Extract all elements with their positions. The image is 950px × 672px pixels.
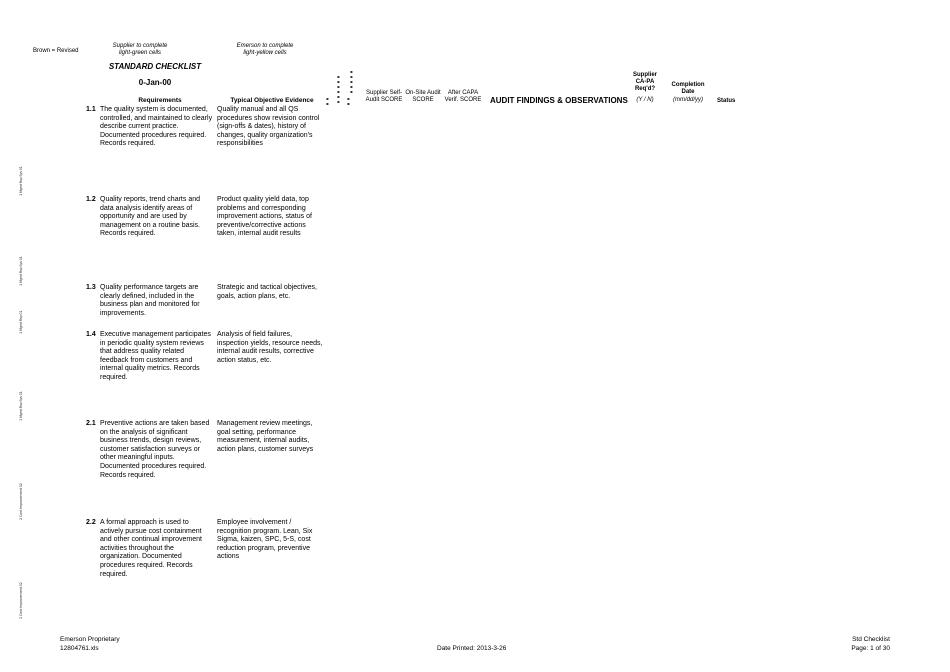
footer-company: Emerson Proprietary	[60, 636, 120, 643]
requirement-text: Executive management participates in periodic quality system reviews that address quality related feedback from customers and internal quality metrics. Records required.	[100, 331, 211, 381]
row-side-label: 2 Cont Improvement 02	[19, 582, 23, 619]
after-capa-header: After CAPA Verif. SCORE	[444, 90, 482, 103]
supplier-legend: Supplier to complete light-green cells	[112, 43, 168, 56]
row-number: 1.2	[86, 196, 96, 203]
status-header: Status	[717, 98, 736, 104]
row-number: 2.2	[86, 519, 96, 526]
rotated-mark-3: ▪▪	[346, 97, 351, 107]
evidence-text: Quality manual and all QS procedures show revision control (sign-offs & dates), history of changes, quality organization's responsibilities	[217, 106, 320, 148]
capa-yn-hint: (Y / N)	[636, 97, 654, 103]
requirements-header: Requirements	[138, 97, 182, 104]
row-number: 1.3	[86, 284, 96, 291]
completion-format-hint: (mm/dd/yy)	[673, 97, 703, 103]
requirement-text: A formal approach is used to actively pursue cost containment and other continual improvement activities throughout the organization. Documented procedures required. Records required.	[100, 519, 202, 578]
capa-req-header: Supplier CA-PA Req'd?	[632, 72, 657, 92]
emerson-legend: Emerson to complete light-yellow cells	[236, 43, 294, 56]
footer-printed-date: Date Printed: 2013-3-26	[437, 645, 507, 652]
footer-page: Page: 1 of 30	[851, 645, 890, 652]
evidence-text: Strategic and tactical objectives, goals, action plans, etc.	[217, 284, 317, 300]
footer-file: 12804761.xls	[60, 645, 99, 652]
footer-sheet: Std Checklist	[852, 636, 890, 643]
row-side-label: 1 Mgmt Rsp 01	[19, 310, 23, 334]
evidence-text: Employee involvement / recognition program. Lean, Six Sigma, kaizen, SPC, 5-S, cost reduction program, preventive actions	[217, 519, 313, 561]
requirement-text: Quality performance targets are clearly defined, included in the business plan and monitored for improvements.	[100, 284, 200, 317]
onsite-audit-header: On-Site Audit SCORE	[405, 90, 441, 103]
revised-legend: Brown = Revised	[33, 48, 79, 54]
row-side-label: 1 Mgmt Rsp Sys 01	[19, 391, 23, 421]
row-side-label: 1 Mgmt Rsp Sys 01	[19, 166, 23, 196]
evidence-text: Product quality yield data, top problems and corresponding improvement actions, status of preventive/corrective actions taken, internal audit results	[217, 196, 312, 238]
evidence-header: Typical Objective Evidence	[230, 97, 314, 104]
rotated-mark-1: ▪▪	[325, 97, 330, 107]
rotated-mark-2: ▪▪▪▪▪▪	[336, 75, 341, 105]
row-side-label: 1 Mgmt Rsp Sys 01	[19, 256, 23, 286]
requirement-text: Quality reports, trend charts and data analysis identify areas of opportunity and are used by management on a routine basis. Records required.	[100, 196, 201, 238]
requirement-text: Preventive actions are taken based on the analysis of significant business trends, design reviews, customer satisfaction surveys or other meaningful inputs. Documented procedures required. Records required.	[100, 420, 210, 479]
row-number: 1.1	[86, 106, 96, 113]
evidence-text: Management review meetings, goal setting, performance measurement, internal audits, action plans, customer surveys	[217, 420, 314, 453]
row-number: 2.1	[86, 420, 96, 427]
findings-header: AUDIT FINDINGS & OBSERVATIONS	[490, 96, 628, 105]
checklist-date: 0-Jan-00	[138, 78, 172, 87]
completion-header: Completion Date	[671, 82, 705, 95]
self-audit-header: Supplier Self-Audit SCORE	[365, 90, 403, 103]
checklist-title: STANDARD CHECKLIST	[108, 62, 202, 71]
evidence-text: Analysis of field failures, inspection yields, resource needs, internal audit results, corrective action status, etc.	[217, 331, 323, 364]
requirement-text: The quality system is documented, controlled, and maintained to clearly describe current practice. Documented procedures required. Records required.	[100, 106, 213, 148]
row-side-label: 2 Cont Improvement 02	[19, 483, 23, 520]
row-number: 1.4	[86, 331, 96, 338]
rotated-mark-4: ▪▪▪▪▪	[349, 70, 354, 95]
